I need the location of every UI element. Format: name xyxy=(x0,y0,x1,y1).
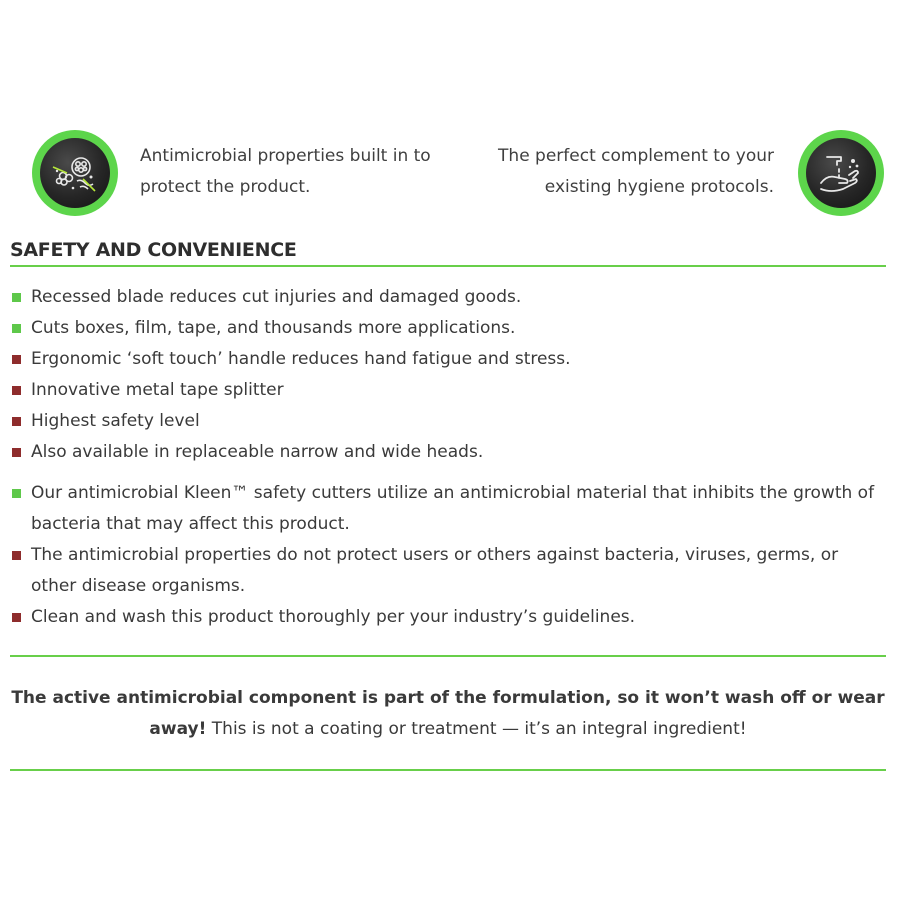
list-item xyxy=(12,406,882,437)
list-item-text: Our antimicrobial Kleen™ safety cutters utilize an antimicrobial material that inhibits the growth of bacteria that may affect this product. xyxy=(31,483,875,534)
feature-badge xyxy=(798,130,884,216)
bullet-marker-green xyxy=(12,324,21,333)
microbes-icon xyxy=(40,138,110,208)
bullet-marker-red xyxy=(12,613,21,622)
list-item xyxy=(12,602,882,633)
list-item xyxy=(12,540,882,602)
list-item xyxy=(12,478,882,540)
list-item-text: Also available in replaceable narrow and wide heads. xyxy=(31,442,484,462)
list-item xyxy=(12,313,882,344)
list-item-text: Clean and wash this product thoroughly per your industry’s guidelines. xyxy=(31,607,636,627)
bullet-marker-red xyxy=(12,417,21,426)
list-item-text: Ergonomic ‘soft touch’ handle reduces hand fatigue and stress. xyxy=(31,349,571,369)
bullet-marker-green xyxy=(12,293,21,302)
list-item xyxy=(12,282,882,313)
section-heading: SAFETY AND CONVENIENCE xyxy=(10,239,297,261)
list-item-text: Cuts boxes, film, tape, and thousands more applications. xyxy=(31,318,516,338)
bullet-marker-red xyxy=(12,551,21,560)
feature-hygiene xyxy=(474,130,884,216)
integral-ingredient-note xyxy=(10,683,886,745)
feature-hygiene-text: The perfect complement to your existing hygiene protocols. xyxy=(498,146,774,197)
feature-antimicrobial xyxy=(32,130,460,216)
note-top-divider xyxy=(10,655,886,657)
list-item-text: Highest safety level xyxy=(31,411,200,431)
section-divider xyxy=(10,265,886,267)
bullet-marker-red xyxy=(12,355,21,364)
feature-antimicrobial-text: Antimicrobial properties built in to protect the product. xyxy=(140,146,431,197)
note-bold-text: The active antimicrobial component is part of the formulation, so it won’t wash off or wear away! xyxy=(11,688,885,739)
hand-washing-icon xyxy=(806,138,876,208)
feature-bullet-list xyxy=(12,282,882,633)
list-item-text: Innovative metal tape splitter xyxy=(31,380,284,400)
list-item xyxy=(12,437,882,468)
bullet-marker-red xyxy=(12,448,21,457)
bullet-marker-green xyxy=(12,489,21,498)
note-regular-text: This is not a coating or treatment — it’s an integral ingredient! xyxy=(206,719,747,739)
feature-badge xyxy=(32,130,118,216)
list-item xyxy=(12,344,882,375)
list-item-text: The antimicrobial properties do not protect users or others against bacteria, viruses, germs, or other disease organisms. xyxy=(31,545,839,596)
list-item xyxy=(12,375,882,406)
bullet-marker-red xyxy=(12,386,21,395)
note-bottom-divider xyxy=(10,769,886,771)
list-item-text: Recessed blade reduces cut injuries and damaged goods. xyxy=(31,287,522,307)
